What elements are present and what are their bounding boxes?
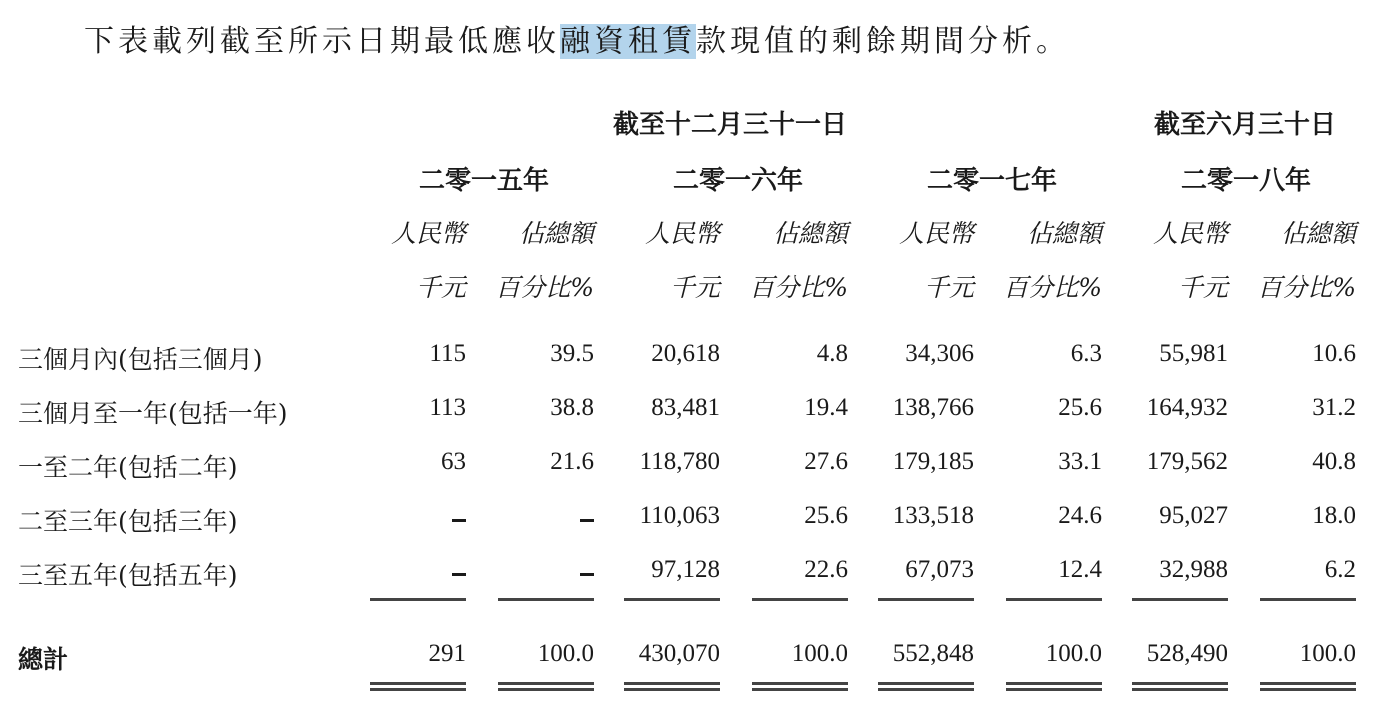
table-cell: 179,185 — [892, 448, 974, 475]
table-cell: 118,780 — [639, 448, 720, 475]
subtotal-rule — [624, 598, 720, 601]
table-cell: 31.2 — [1312, 394, 1356, 421]
intro-highlighted-term[interactable]: 融資租賃 — [560, 24, 696, 59]
header-pct-unit: 百分比% — [495, 273, 594, 302]
table-cell: 12.4 — [1058, 556, 1102, 583]
table-cell: 25.6 — [804, 502, 848, 529]
total-double-rule — [370, 682, 466, 691]
subtotal-rule — [1006, 598, 1102, 601]
header-year: 二零一五年 — [418, 166, 549, 196]
table-cell: 164,932 — [1146, 394, 1228, 421]
header-year: 二零一八年 — [1180, 166, 1311, 196]
table-cell: 21.6 — [550, 448, 594, 475]
intro-text-after: 款現值的剩餘期間分析。 — [696, 24, 1070, 59]
header-rmb: 人民幣 — [1152, 219, 1228, 248]
intro-text-before: 下表載列截至所示日期最低應收 — [84, 24, 560, 59]
header-pct: 佔總額 — [518, 219, 594, 248]
total-double-rule — [1260, 682, 1356, 691]
row-label: 三至五年(包括五年) — [18, 561, 238, 590]
header-pct: 佔總額 — [1280, 219, 1356, 248]
total-cell: 291 — [428, 640, 466, 667]
total-cell: 552,848 — [892, 640, 974, 667]
table-cell: 34,306 — [905, 340, 974, 367]
header-rmb: 人民幣 — [390, 219, 466, 248]
header-rmb-unit: 千元 — [1177, 273, 1228, 302]
total-double-rule — [624, 682, 720, 691]
total-label: 總計 — [18, 645, 69, 674]
header-pct-unit: 百分比% — [749, 273, 848, 302]
total-double-rule — [878, 682, 974, 691]
table-cell: 63 — [441, 448, 466, 475]
header-year: 二零一七年 — [926, 166, 1057, 196]
total-cell: 100.0 — [791, 640, 848, 667]
subtotal-rule — [878, 598, 974, 601]
table-cell: 115 — [429, 340, 466, 367]
table-cell: 97,128 — [651, 556, 720, 583]
table-cell: 25.6 — [1058, 394, 1102, 421]
table-cell: 39.5 — [550, 340, 594, 367]
header-year: 二零一六年 — [672, 166, 803, 196]
header-group-dec31: 截至十二月三十一日 — [612, 110, 847, 140]
header-pct: 佔總額 — [1026, 219, 1102, 248]
table-cell: 110,063 — [639, 502, 720, 529]
table-cell: 133,518 — [892, 502, 974, 529]
subtotal-rule — [1132, 598, 1228, 601]
subtotal-rule — [1260, 598, 1356, 601]
table-cell: 6.3 — [1070, 340, 1102, 367]
header-group-jun30: 截至六月三十日 — [1153, 110, 1336, 140]
table-cell: 33.1 — [1058, 448, 1102, 475]
total-cell: 100.0 — [1045, 640, 1102, 667]
header-pct-unit: 百分比% — [1003, 273, 1102, 302]
header-rmb-unit: 千元 — [415, 273, 466, 302]
header-rmb: 人民幣 — [644, 219, 720, 248]
subtotal-rule — [370, 598, 466, 601]
header-pct: 佔總額 — [772, 219, 848, 248]
table-cell: 6.2 — [1324, 556, 1356, 583]
nil-dash — [452, 573, 466, 576]
table-cell: 32,988 — [1159, 556, 1228, 583]
total-double-rule — [1006, 682, 1102, 691]
table-cell: 18.0 — [1312, 502, 1356, 529]
header-rmb: 人民幣 — [898, 219, 974, 248]
nil-dash — [452, 519, 466, 522]
table-cell: 20,618 — [651, 340, 720, 367]
table-cell: 22.6 — [804, 556, 848, 583]
table-cell: 10.6 — [1312, 340, 1356, 367]
subtotal-rule — [498, 598, 594, 601]
row-label: 三個月內(包括三個月) — [18, 345, 263, 374]
table-cell: 138,766 — [892, 394, 974, 421]
intro-sentence — [84, 16, 1070, 60]
row-label: 三個月至一年(包括一年) — [18, 399, 288, 428]
header-rmb-unit: 千元 — [923, 273, 974, 302]
subtotal-rule — [752, 598, 848, 601]
header-pct-unit: 百分比% — [1257, 273, 1356, 302]
table-cell: 55,981 — [1159, 340, 1228, 367]
table-cell: 38.8 — [550, 394, 594, 421]
total-cell: 100.0 — [537, 640, 594, 667]
row-label: 二至三年(包括三年) — [18, 507, 238, 536]
total-cell: 528,490 — [1146, 640, 1228, 667]
table-cell: 113 — [429, 394, 466, 421]
total-double-rule — [752, 682, 848, 691]
table-cell: 27.6 — [804, 448, 848, 475]
total-double-rule — [1132, 682, 1228, 691]
table-cell: 4.8 — [816, 340, 848, 367]
table-cell: 40.8 — [1312, 448, 1356, 475]
total-cell: 100.0 — [1299, 640, 1356, 667]
total-double-rule — [498, 682, 594, 691]
table-cell: 179,562 — [1146, 448, 1228, 475]
table-cell: 95,027 — [1159, 502, 1228, 529]
table-cell: 83,481 — [651, 394, 720, 421]
row-label: 一至二年(包括二年) — [18, 453, 238, 482]
total-cell: 430,070 — [638, 640, 720, 667]
header-rmb-unit: 千元 — [669, 273, 720, 302]
table-cell: 24.6 — [1058, 502, 1102, 529]
table-cell: 67,073 — [905, 556, 974, 583]
table-cell: 19.4 — [804, 394, 848, 421]
